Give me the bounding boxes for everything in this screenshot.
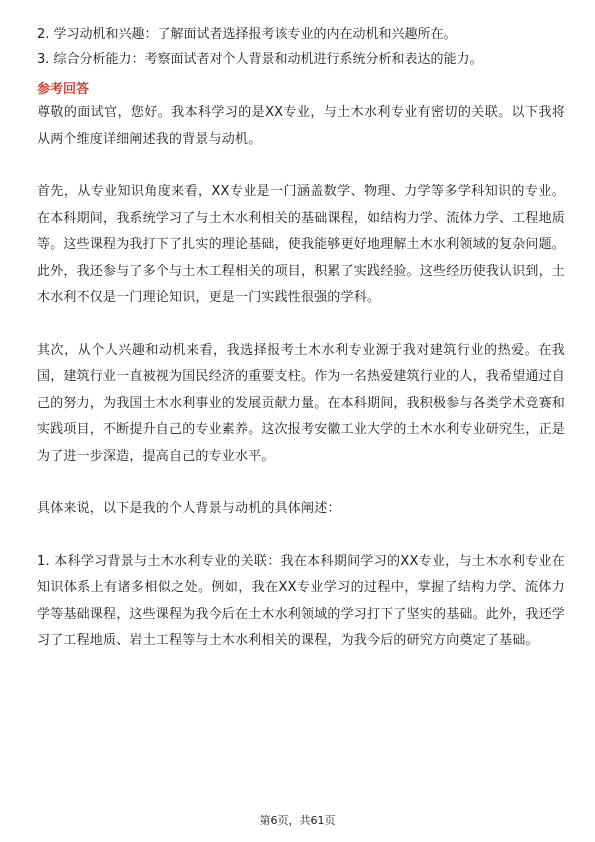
list-item-learning-motivation: 2. 学习动机和兴趣：了解面试者选择报考该专业的内在动机和兴趣所在。 xyxy=(37,27,457,42)
paragraph-greeting: 尊敬的面试官，您好。我本科学习的是XX专业，与土木水利专业有密切的关联。以下我将从两个维度详细阐述我的背景与动机。 xyxy=(37,105,565,147)
paragraph-gap xyxy=(37,153,565,179)
page-number-footer: 第6页，共61页 xyxy=(259,814,336,827)
paragraph-gap xyxy=(37,470,565,496)
paragraph-gap xyxy=(37,312,565,338)
paragraph-professional-knowledge: 首先，从专业知识角度来看，XX专业是一门涵盖数学、物理、力学等多学科知识的专业。在本科期间，我系统学习了与土木水利相关的基础课程，如结构力学、流体力学、工程地质等。这些课程为我打下了扎实的理论基础，使我能够更好地理解土木水利领域的复杂问题。此外，我还参与了多个与土木工程相关的项目，积累了实践经验。这些经历使我认识到，土木水利不仅是一门理论知识，更是一门实践性很强的学科。 xyxy=(37,184,566,305)
paragraph-personal-interest: 其次，从个人兴趣和动机来看，我选择报考土木水利专业源于我对建筑行业的热爱。在我国，建筑行业一直被视为国民经济的重要支柱。作为一名热爱建筑行业的人，我希望通过自己的努力，为我国土木水利事业的发展贡献力量。在本科期间，我积极参与各类学术竞赛和实践项目，不断提升自己的专业素养。这次报考安徽工业大学的土木水利专业研究生，正是为了进一步深造，提高自己的专业水平。 xyxy=(37,342,566,464)
paragraph-specific-intro: 具体来说，以下是我的个人背景与动机的具体阐述： xyxy=(37,501,341,516)
answer-heading: 参考回答 xyxy=(37,82,90,97)
paragraph-gap xyxy=(37,523,565,549)
page-content xyxy=(37,22,565,655)
paragraph-background-relation: 1. 本科学习背景与土木水利专业的关联：我在本科期间学习的XX专业，与土木水利专业在知识体系上有诸多相似之处。例如，我在XX专业学习的过程中，掌握了结构力学、流体力学等基础课程，这些课程为我今后在土木水利领域的学习打下了坚实的基础。此外，我还学习了工程地质、岩土工程等与土木水利相关的课程，为我今后的研究方向奠定了基础。 xyxy=(37,553,566,648)
list-item-analysis-ability: 3. 综合分析能力：考察面试者对个人背景和动机进行系统分析和表达的能力。 xyxy=(37,52,483,67)
